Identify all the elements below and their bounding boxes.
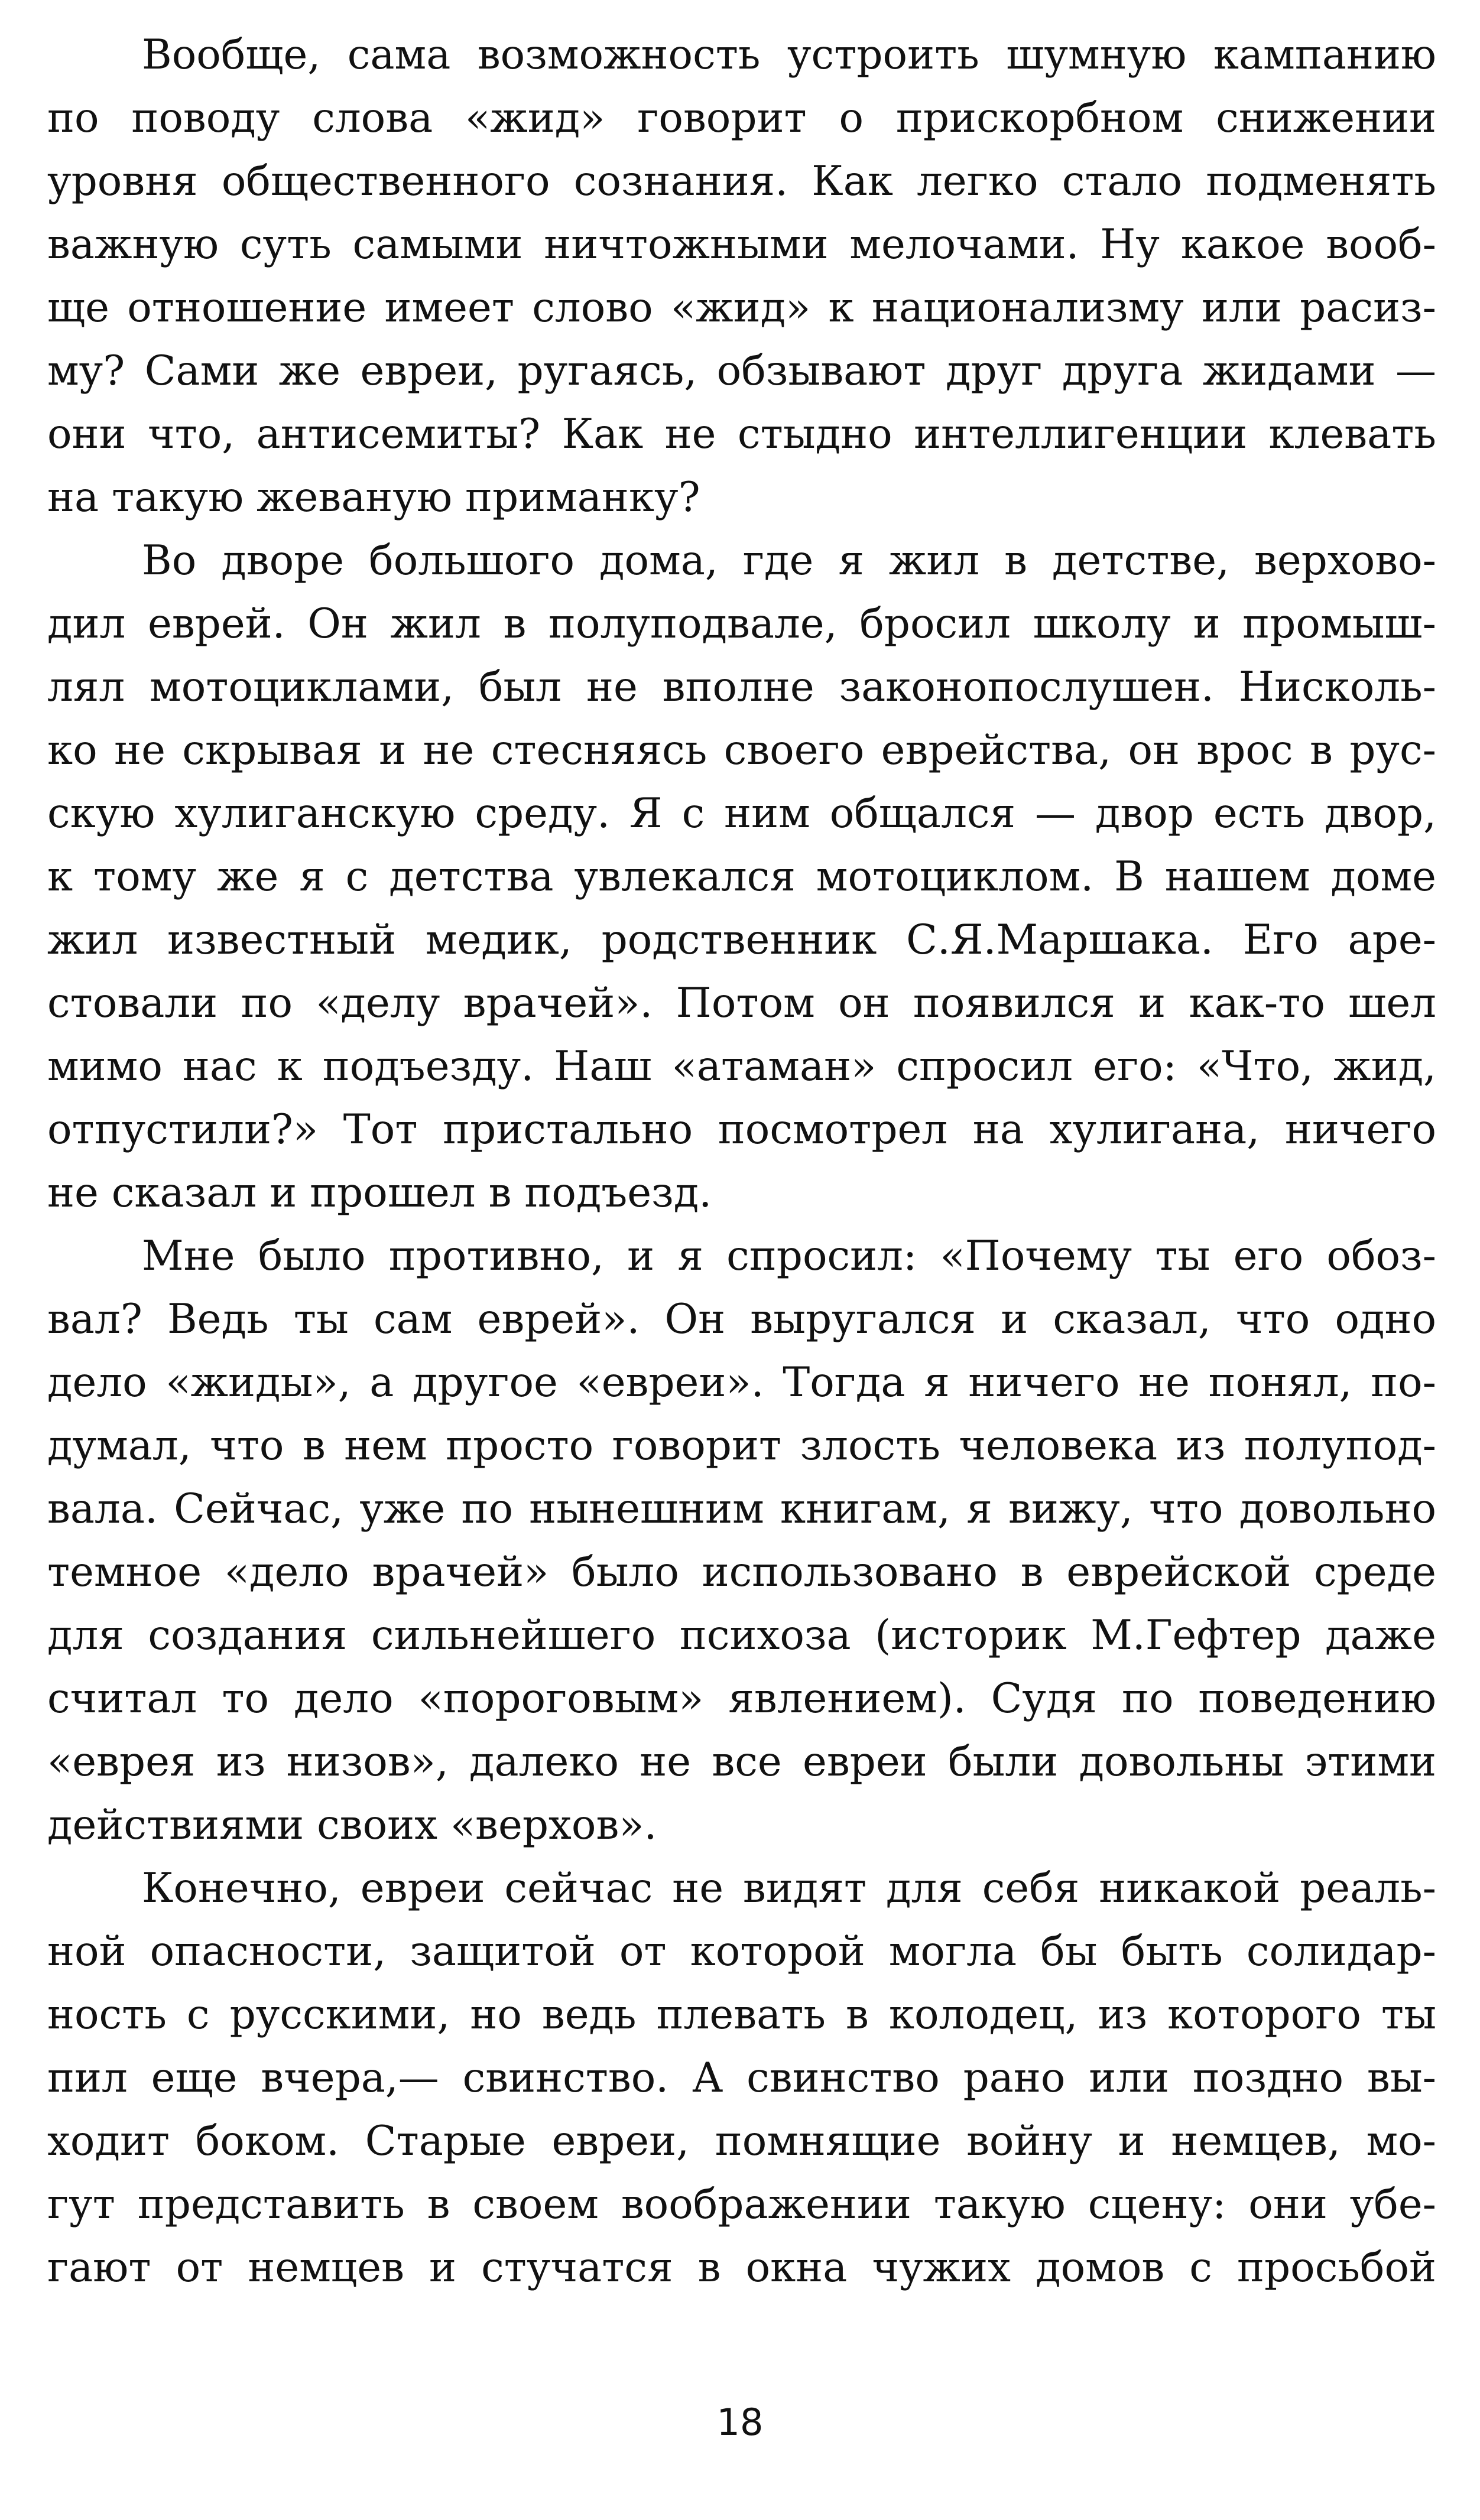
- text-line: вала. Сейчас, уже по нынешним книгам, я вижу, что довольно: [47, 1485, 1436, 1533]
- text-line: вал? Ведь ты сам еврей». Он выругался и сказал, что одно: [47, 1296, 1436, 1343]
- text-line: ко не скрывая и не стесняясь своего еврейства, он врос в рус-: [47, 727, 1436, 774]
- text-line: лял мотоциклами, был не вполне законопослушен. Нисколь-: [47, 664, 1436, 711]
- text-line: ной опасности, защитой от которой могла бы быть солидар-: [47, 1928, 1436, 1975]
- text-line: дело «жиды», а другое «евреи». Тогда я ничего не понял, по-: [47, 1359, 1436, 1406]
- text-line: они что, антисемиты? Как не стыдно интеллигенции клевать: [47, 411, 1436, 458]
- text-line: уровня общественного сознания. Как легко стало подменять: [47, 158, 1436, 205]
- text-line: к тому же я с детства увлекался мотоциклом. В нашем доме: [47, 853, 1436, 900]
- text-line: Конечно, евреи сейчас не видят для себя никакой реаль-: [142, 1865, 1436, 1912]
- text-line: важную суть самыми ничтожными мелочами. Ну какое вооб-: [47, 221, 1436, 268]
- text-line: ще отношение имеет слово «жид» к национализму или расиз-: [47, 284, 1436, 331]
- text-line: «еврея из низов», далеко не все евреи были довольны этими: [47, 1738, 1436, 1786]
- text-line: му? Сами же евреи, ругаясь, обзывают друг друга жидами —: [47, 347, 1436, 395]
- text-line: скую хулиганскую среду. Я с ним общался — двор есть двор,: [47, 790, 1436, 837]
- text-line: на такую жеваную приманку?: [47, 474, 700, 521]
- text-line: ходит боком. Старые евреи, помнящие войну и немцев, мо-: [47, 2118, 1436, 2165]
- text-line: не сказал и прошел в подъезд.: [47, 1169, 712, 1217]
- text-line: считал то дело «пороговым» явлением). Судя по поведению: [47, 1675, 1436, 1722]
- text-line: пил еще вчера,— свинство. А свинство рано или поздно вы-: [47, 2054, 1436, 2102]
- text-line: мимо нас к подъезду. Наш «атаман» спросил его: «Что, жид,: [47, 1043, 1436, 1090]
- text-line: гут представить в своем воображении такую сцену: они убе-: [47, 2181, 1436, 2228]
- text-line: стовали по «делу врачей». Потом он появился и как-то шел: [47, 980, 1436, 1027]
- text-line: отпустили?» Тот пристально посмотрел на хулигана, ничего: [47, 1106, 1436, 1153]
- body-text: [47, 24, 1436, 2300]
- text-line: для создания сильнейшего психоза (историк М.Гефтер даже: [47, 1612, 1436, 1659]
- text-line: дил еврей. Он жил в полуподвале, бросил школу и промыш-: [47, 600, 1436, 648]
- text-line: жил известный медик, родственник С.Я.Маршака. Его аре-: [47, 916, 1436, 964]
- text-line: думал, что в нем просто говорит злость человека из полупод-: [47, 1422, 1436, 1469]
- text-line: гают от немцев и стучатся в окна чужих домов с просьбой: [47, 2244, 1436, 2291]
- text-line: Во дворе большого дома, где я жил в детстве, верхово-: [142, 537, 1436, 584]
- text-line: действиями своих «верхов».: [47, 1802, 657, 1849]
- text-line: темное «дело врачей» было использовано в еврейской среде: [47, 1549, 1436, 1596]
- text-line: Вообще, сама возможность устроить шумную кампанию: [142, 31, 1436, 79]
- text-line: ность с русскими, но ведь плевать в колодец, из которого ты: [47, 1991, 1436, 2038]
- text-line: по поводу слова «жид» говорит о прискорбном снижении: [47, 95, 1436, 142]
- text-line: Мне было противно, и я спросил: «Почему ты его обоз-: [142, 1233, 1436, 1280]
- page-number: 18: [716, 2401, 764, 2444]
